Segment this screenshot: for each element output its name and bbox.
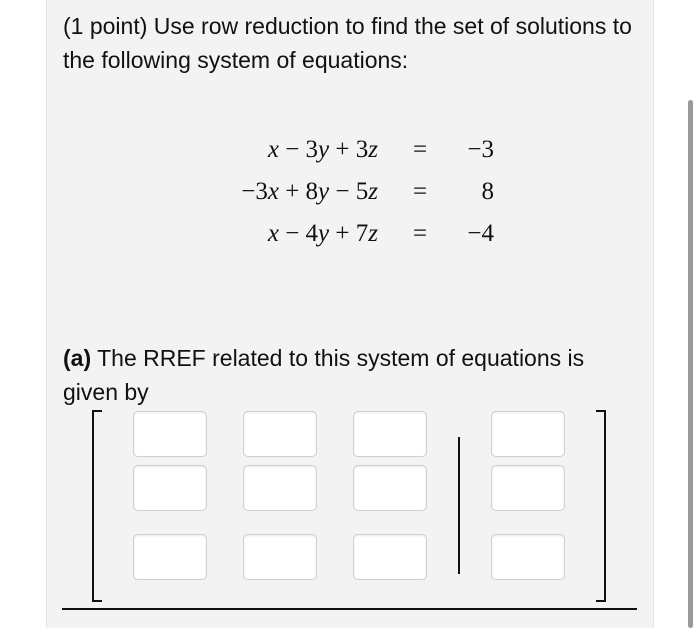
rref-cell-r2-aug[interactable] bbox=[491, 465, 565, 511]
rref-cell-r2-c2[interactable] bbox=[243, 465, 317, 511]
rref-cell-r3-c1[interactable] bbox=[133, 534, 207, 580]
equation-rhs: −4 bbox=[467, 220, 494, 247]
equals-sign: = bbox=[413, 136, 428, 163]
part-a-prompt bbox=[63, 341, 643, 409]
section-divider bbox=[62, 608, 637, 610]
equation-lhs: x − 3y + 3z bbox=[267, 136, 378, 163]
augmented-divider bbox=[458, 437, 460, 574]
equation-row-3 bbox=[0, 216, 700, 256]
rref-cell-r1-aug[interactable] bbox=[491, 411, 565, 457]
equation-lhs: x − 4y + 7z bbox=[267, 220, 378, 247]
equation-system bbox=[0, 132, 700, 262]
rref-cell-r3-aug[interactable] bbox=[491, 534, 565, 580]
equals-sign: = bbox=[413, 220, 428, 247]
rref-cell-r2-c3[interactable] bbox=[353, 465, 427, 511]
rref-cell-r1-c1[interactable] bbox=[133, 411, 207, 457]
equation-rhs: 8 bbox=[481, 178, 494, 205]
rref-cell-r1-c3[interactable] bbox=[353, 411, 427, 457]
rref-cell-r1-c2[interactable] bbox=[243, 411, 317, 457]
part-a-text: The RREF related to this system of equations is given by bbox=[63, 345, 585, 405]
equation-row-2 bbox=[0, 174, 700, 214]
matrix-right-bracket bbox=[596, 410, 606, 602]
equation-row-1 bbox=[0, 132, 700, 172]
problem-statement: (1 point) Use row reduction to find the set of solutions to the following system of equations: bbox=[63, 13, 632, 73]
matrix-left-bracket bbox=[92, 410, 102, 602]
rref-cell-r2-c1[interactable] bbox=[133, 465, 207, 511]
rref-cell-r3-c2[interactable] bbox=[243, 534, 317, 580]
part-a-label: (a) bbox=[63, 345, 92, 371]
equation-rhs: −3 bbox=[467, 136, 494, 163]
equation-lhs: −3x + 8y − 5z bbox=[241, 178, 378, 205]
equals-sign: = bbox=[413, 178, 428, 205]
rref-cell-r3-c3[interactable] bbox=[353, 534, 427, 580]
